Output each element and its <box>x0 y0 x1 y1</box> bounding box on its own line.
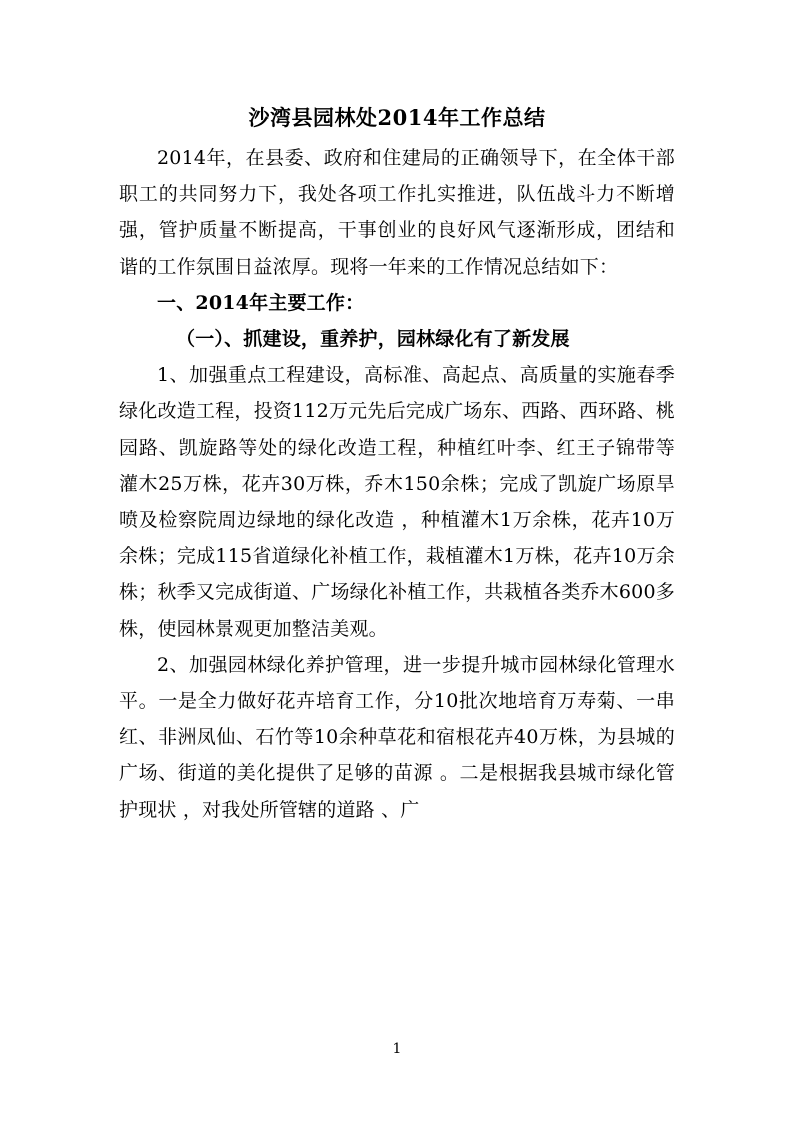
section-heading: 一、2014年主要工作： <box>157 291 365 314</box>
paragraph-item-1: 1、加强重点工程建设，高标准、高起点、高质量的实施春季绿化改造工程，投资112万元先后完成广场东、西路、西环路、桃园路、凯旋路等处的绿化改造工程，种植红叶李、红王子锦带等灌木25万株，花卉30万株，乔木150余株；完成了凯旋广场原旱喷及检察院周边绿地的绿化改造 ，种植灌木1万余株，花卉10万余株；完成115省道绿化补植工作，栽植灌木1万株，花卉10万余株；秋季又完成街道、广场绿化补植工作，共栽植各类乔木600多株，使园林景观更加整洁美观。 <box>119 364 675 640</box>
document-body <box>119 140 675 828</box>
subsection-heading: （一）、抓建设，重养护，园林绿化有了新发展 <box>176 328 570 351</box>
intro-paragraph: 2014年，在县委、政府和住建局的正确领导下，在全体干部职工的共同努力下，我处各项工作扎实推进，队伍战斗力不断增强，管护质量不断提高，干事创业的良好风气逐渐形成，团结和谐的工作氛围日益浓厚。现将一年来的工作情况总结如下： <box>119 147 675 278</box>
document-title: 沙湾县园林处2014年工作总结 <box>248 105 546 130</box>
page-number: 1 <box>392 1041 402 1057</box>
paragraph-item-2: 2、加强园林绿化养护管理，进一步提升城市园林绿化管理水平。一是全力做好花卉培育工作，分10批次地培育万寿菊、一串红、非洲凤仙、石竹等10余种草花和宿根花卉40万株，为县城的广场、街道的美化提供了足够的苗源 。二是根据我县城市绿化管护现状 ，对我处所管辖的道路 、广 <box>119 653 675 821</box>
